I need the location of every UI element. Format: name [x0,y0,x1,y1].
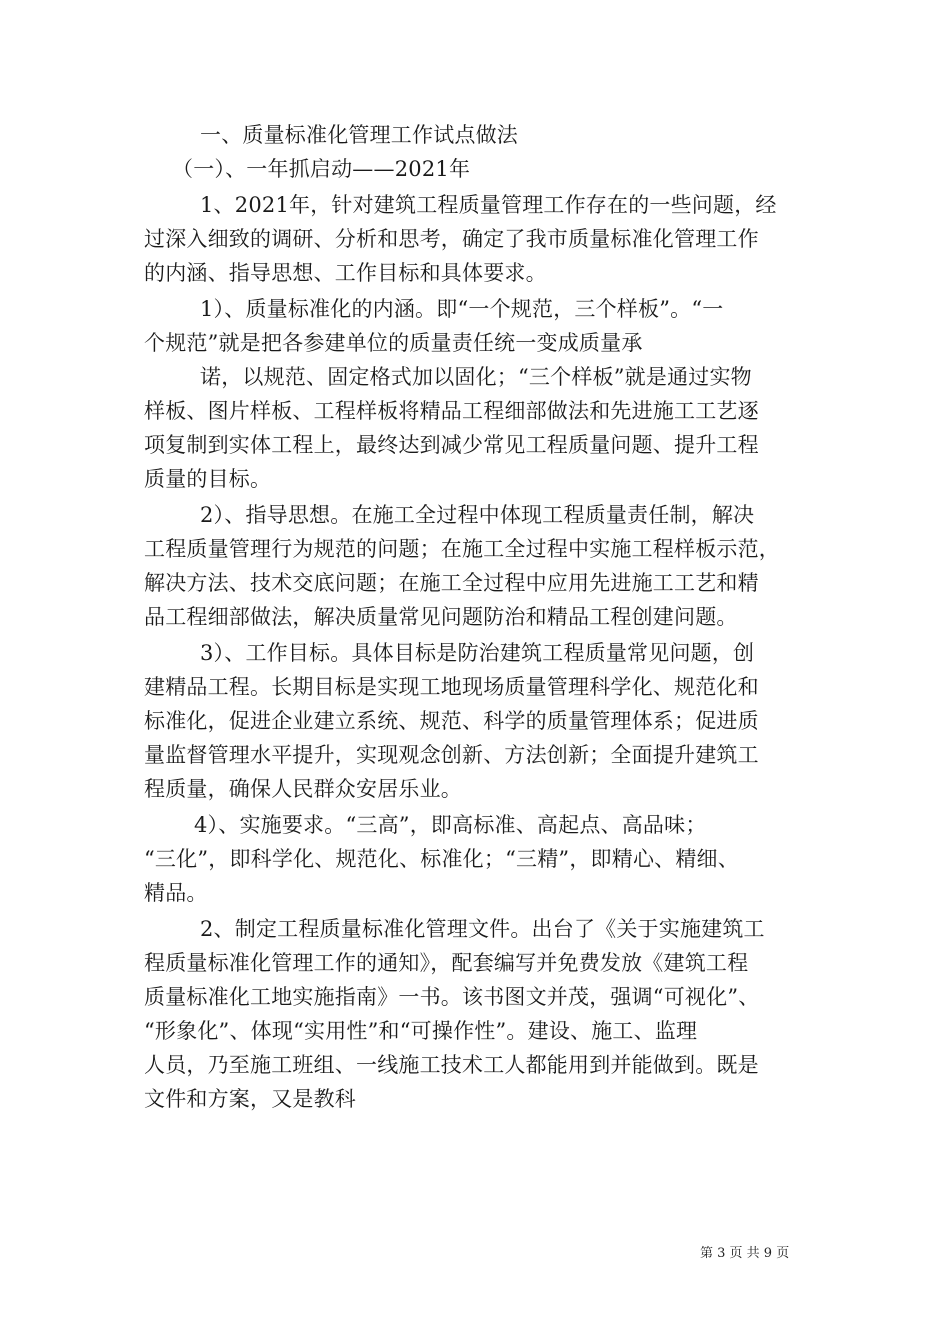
paragraph-line: 的内涵、指导思想、工作目标和具体要求。 [144,261,547,285]
paragraph-line: 1、2021年，针对建筑工程质量管理工作存在的一些问题，经 [200,193,777,217]
document-body [144,118,808,1116]
paragraph-line: 质量的目标。 [144,467,272,491]
paragraph-line: “三化”，即科学化、规范化、标准化；“三精”，即精心、精细、 [144,847,739,871]
paragraph-line: 工程质量管理行为规范的问题；在施工全过程中实施工程样板示范， [144,537,780,561]
paragraph-line: 3）、工作目标。具体目标是防治建筑工程质量常见问题，创 [200,641,755,665]
paragraph-line: 1）、质量标准化的内涵。即“一个规范，三个样板”。“一 [200,297,724,321]
paragraph-line: 文件和方案，又是教科 [144,1087,356,1111]
paragraph-line: 个规范”就是把各参建单位的质量责任统一变成质量承 [144,331,643,355]
paragraph-line: 诺，以规范、固定格式加以固化；“三个样板”就是通过实物 [200,365,752,389]
paragraph-line: 4）、实施要求。“三高”，即高标准、高起点、高品味； [194,813,707,837]
paragraph-line: 程质量标准化管理工作的通知》，配套编写并免费发放《建筑工程 [144,951,749,975]
paragraph-line: 精品。 [144,881,208,905]
paragraph-line: 2、制定工程质量标准化管理文件。出台了《关于实施建筑工 [200,917,765,941]
paragraph-line: 2）、指导思想。在施工全过程中体现工程质量责任制，解决 [200,503,755,527]
section-heading: 一、质量标准化管理工作试点做法 [200,123,518,147]
paragraph-line: 程质量，确保人民群众安居乐业。 [144,777,462,801]
paragraph-line: 量监督管理水平提升，实现观念创新、方法创新；全面提升建筑工 [144,743,759,767]
paragraph-line: 样板、图片样板、工程样板将精品工程细部做法和先进施工工艺逐 [144,399,759,423]
paragraph-line: 解决方法、技术交底问题；在施工全过程中应用先进施工工艺和精 [144,571,759,595]
paragraph-line: 人员，乃至施工班组、一线施工技术工人都能用到并能做到。既是 [144,1053,759,1077]
subsection-heading: （一）、一年抓启动——2021年 [172,157,471,181]
paragraph-line: 标准化，促进企业建立系统、规范、科学的质量管理体系；促进质 [144,709,759,733]
paragraph-line: 建精品工程。长期目标是实现工地现场质量管理科学化、规范化和 [144,675,759,699]
page-number: 第 3 页 共 9 页 [700,1246,790,1261]
paragraph-line: 过深入细致的调研、分析和思考，确定了我市质量标准化管理工作 [144,227,759,251]
paragraph-line: 质量标准化工地实施指南》一书。该书图文并茂，强调“可视化”、 [144,985,760,1009]
paragraph-line: 项复制到实体工程上，最终达到减少常见工程质量问题、提升工程 [144,433,759,457]
paragraph-line: “形象化”、体现“实用性”和“可操作性”。建设、施工、监理 [144,1019,698,1043]
paragraph-line: 品工程细部做法，解决质量常见问题防治和精品工程创建问题。 [144,605,738,629]
